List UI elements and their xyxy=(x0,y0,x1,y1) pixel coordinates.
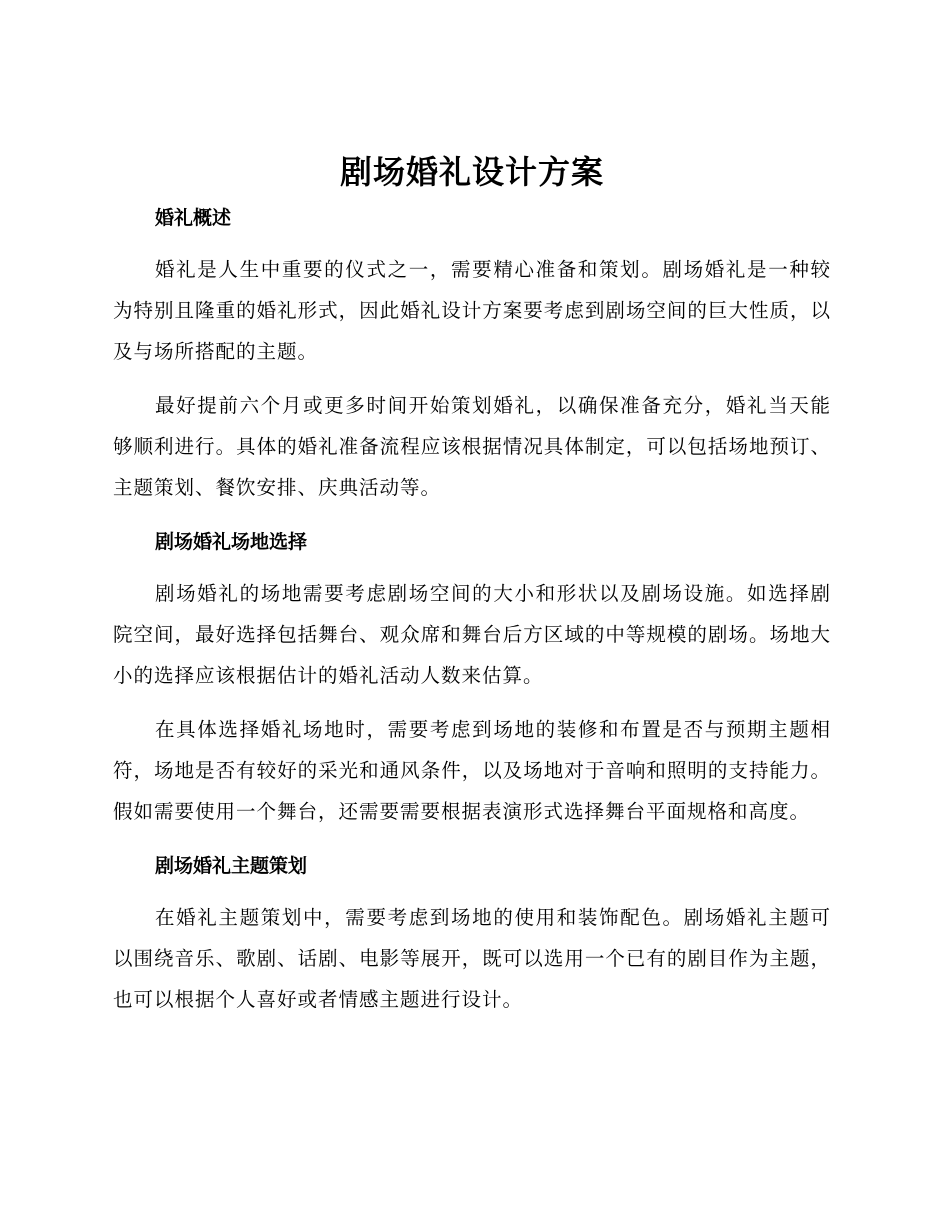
section-theme-planning xyxy=(113,852,831,1020)
section-heading: 婚礼概述 xyxy=(155,207,232,229)
paragraph: 在婚礼主题策划中，需要考虑到场地的使用和装饰配色。剧场婚礼主题可以围绕音乐、歌剧、话剧、电影等展开，既可以选用一个已有的剧目作为主题，也可以根据个人喜好或者情感主题进行设计。 xyxy=(113,906,831,1011)
document-title: 剧场婚礼设计方案 xyxy=(339,153,604,191)
section-heading: 剧场婚礼场地选择 xyxy=(155,531,308,553)
paragraph: 婚礼是人生中重要的仪式之一，需要精心准备和策划。剧场婚礼是一种较为特别且隆重的婚礼形式，因此婚礼设计方案要考虑到剧场空间的巨大性质，以及与场所搭配的主题。 xyxy=(113,258,831,363)
section-overview xyxy=(113,204,831,508)
section-venue-selection xyxy=(113,528,831,832)
paragraph: 最好提前六个月或更多时间开始策划婚礼，以确保准备充分，婚礼当天能够顺利进行。具体的婚礼准备流程应该根据情况具体制定，可以包括场地预订、主题策划、餐饮安排、庆典活动等。 xyxy=(113,394,831,499)
section-heading: 剧场婚礼主题策划 xyxy=(155,855,308,877)
paragraph: 在具体选择婚礼场地时，需要考虑到场地的装修和布置是否与预期主题相符，场地是否有较好的采光和通风条件，以及场地对于音响和照明的支持能力。假如需要使用一个舞台，还需要需要根据表演形式选择舞台平面规格和高度。 xyxy=(113,718,831,823)
document-page xyxy=(113,148,831,1033)
paragraph: 剧场婚礼的场地需要考虑剧场空间的大小和形状以及剧场设施。如选择剧院空间，最好选择包括舞台、观众席和舞台后方区域的中等规模的剧场。场地大小的选择应该根据估计的婚礼活动人数来估算。 xyxy=(113,582,831,687)
